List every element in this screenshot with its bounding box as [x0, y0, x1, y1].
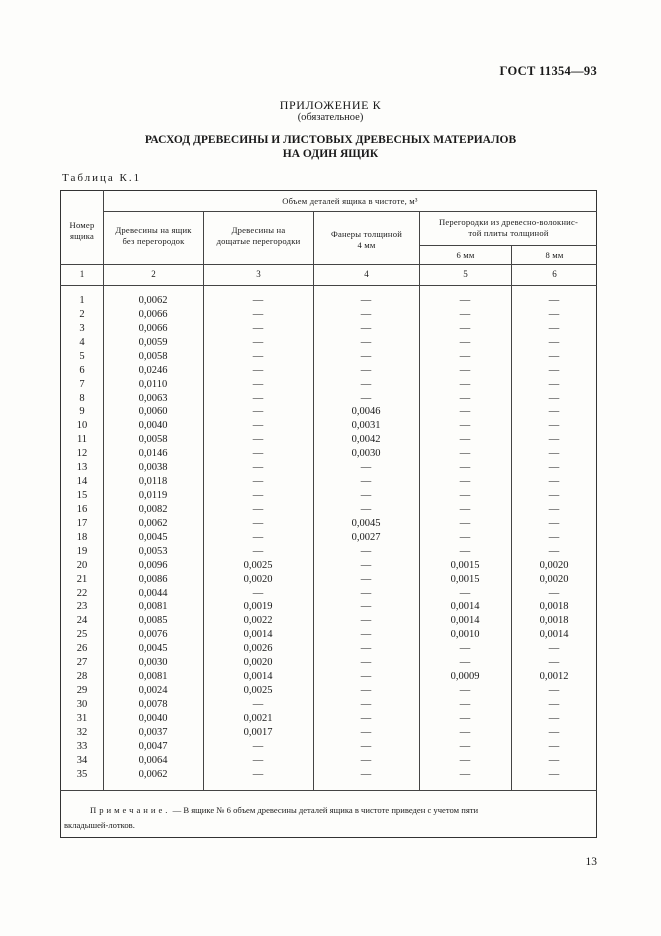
header-plywood	[314, 229, 419, 251]
cell-plywood: —	[360, 726, 372, 738]
column-number: 6	[552, 269, 557, 279]
cell-fiberboard-6mm: —	[459, 768, 471, 780]
cell-no-partitions: 0,0085	[138, 615, 168, 627]
cell-board-partitions: 0,0021	[243, 712, 273, 724]
cell-fiberboard-8mm: 0,0012	[539, 671, 569, 683]
table-row	[0, 588, 661, 602]
column-number: 2	[151, 269, 156, 279]
table-row	[0, 671, 661, 685]
cell-fiberboard-8mm: 0,0014	[539, 629, 569, 641]
cell-plywood: —	[360, 685, 372, 697]
cell-board-partitions: 0,0025	[243, 559, 273, 571]
cell-fiberboard-8mm: —	[548, 448, 560, 460]
cell-fiberboard-6mm: —	[459, 545, 471, 557]
cell-no-partitions: 0,0096	[138, 559, 168, 571]
cell-plywood: —	[360, 476, 372, 488]
cell-no-partitions: 0,0081	[138, 601, 168, 613]
cell-no-partitions: 0,0030	[138, 657, 168, 669]
cell-box-number: 20	[76, 559, 88, 571]
table-row	[0, 532, 661, 546]
table-row	[0, 643, 661, 657]
table-row	[0, 448, 661, 462]
cell-box-number: 19	[76, 545, 88, 557]
cell-plywood: —	[360, 295, 372, 306]
cell-fiberboard-8mm: —	[548, 517, 560, 529]
grid-line	[60, 264, 597, 265]
table-row	[0, 295, 661, 309]
cell-box-number: 10	[76, 420, 88, 432]
header-text: ящика	[69, 231, 95, 241]
cell-no-partitions: 0,0053	[138, 545, 168, 557]
cell-no-partitions: 0,0064	[138, 754, 168, 766]
cell-fiberboard-6mm: —	[459, 406, 471, 418]
column-number: 1	[79, 269, 85, 279]
cell-plywood: —	[360, 587, 372, 599]
cell-board-partitions: —	[252, 308, 264, 320]
cell-fiberboard-8mm: —	[548, 754, 560, 766]
cell-fiberboard-6mm: —	[459, 726, 471, 738]
cell-no-partitions: 0,0047	[138, 740, 168, 752]
table-row	[0, 490, 661, 504]
cell-box-number: 12	[76, 448, 88, 460]
cell-fiberboard-8mm: —	[548, 657, 560, 669]
header-fiberboard-8mm: 8 мм	[545, 250, 564, 260]
table-row	[0, 434, 661, 448]
cell-plywood: —	[360, 308, 372, 320]
cell-fiberboard-8mm: —	[548, 462, 560, 474]
cell-box-number: 6	[79, 364, 85, 376]
cell-no-partitions: 0,0076	[138, 629, 168, 641]
note-label: Примечание.	[90, 805, 171, 815]
cell-fiberboard-6mm: —	[459, 420, 471, 432]
cell-fiberboard-6mm: —	[459, 462, 471, 474]
cell-box-number: 17	[76, 517, 88, 529]
standard-code: ГОСТ 11354—93	[499, 64, 597, 78]
cell-plywood: —	[360, 768, 372, 780]
header-text: Древесины на	[231, 225, 286, 235]
cell-fiberboard-6mm: —	[459, 503, 471, 515]
grid-line	[419, 245, 597, 246]
cell-fiberboard-8mm: —	[548, 434, 560, 446]
cell-no-partitions: 0,0024	[138, 685, 168, 697]
cell-plywood: —	[360, 657, 372, 669]
cell-fiberboard-6mm: 0,0015	[450, 573, 480, 585]
cell-fiberboard-6mm: —	[459, 448, 471, 460]
header-board-partitions	[204, 225, 313, 247]
cell-plywood: —	[360, 503, 372, 515]
cell-plywood: —	[360, 698, 372, 710]
cell-plywood: 0,0027	[351, 531, 381, 543]
cell-fiberboard-6mm: —	[459, 587, 471, 599]
cell-no-partitions: 0,0078	[138, 698, 168, 710]
document-heading	[0, 133, 661, 161]
cell-board-partitions: —	[252, 406, 264, 418]
cell-board-partitions: 0,0022	[243, 615, 273, 627]
cell-fiberboard-8mm: 0,0020	[539, 573, 569, 585]
cell-fiberboard-6mm: —	[459, 685, 471, 697]
table-row	[0, 769, 661, 783]
cell-box-number: 8	[79, 392, 85, 404]
table-row	[0, 476, 661, 490]
cell-board-partitions: —	[252, 545, 264, 557]
cell-no-partitions: 0,0044	[138, 587, 168, 599]
cell-plywood: 0,0031	[351, 420, 381, 432]
header-text: той плиты толщиной	[468, 228, 549, 238]
cell-fiberboard-8mm: 0,0020	[539, 559, 569, 571]
cell-fiberboard-8mm: —	[548, 545, 560, 557]
cell-fiberboard-6mm: —	[459, 434, 471, 446]
cell-plywood: —	[360, 559, 372, 571]
table-row	[0, 504, 661, 518]
cell-fiberboard-8mm: —	[548, 587, 560, 599]
cell-fiberboard-6mm: —	[459, 531, 471, 543]
table-row	[0, 406, 661, 420]
cell-fiberboard-8mm: —	[548, 712, 560, 724]
cell-box-number: 9	[79, 406, 85, 418]
cell-board-partitions: —	[252, 754, 264, 766]
cell-plywood: —	[360, 490, 372, 502]
cell-no-partitions: 0,0082	[138, 503, 168, 515]
cell-box-number: 25	[76, 629, 88, 641]
cell-plywood: —	[360, 643, 372, 655]
cell-fiberboard-8mm: —	[548, 322, 560, 334]
cell-board-partitions: —	[252, 350, 264, 362]
cell-box-number: 34	[76, 754, 88, 766]
cell-fiberboard-8mm: —	[548, 420, 560, 432]
cell-box-number: 7	[79, 378, 85, 390]
column-number: 4	[364, 269, 369, 279]
table-row	[0, 393, 661, 407]
cell-box-number: 22	[76, 587, 88, 599]
cell-board-partitions: 0,0026	[243, 643, 273, 655]
table-row	[0, 309, 661, 323]
cell-no-partitions: 0,0038	[138, 462, 168, 474]
cell-plywood: 0,0030	[351, 448, 381, 460]
cell-box-number: 32	[76, 726, 88, 738]
table-row	[0, 351, 661, 365]
cell-board-partitions: —	[252, 378, 264, 390]
heading-line-2: НА ОДИН ЯЩИК	[282, 148, 379, 160]
cell-box-number: 24	[76, 615, 88, 627]
table-row	[0, 365, 661, 379]
cell-no-partitions: 0,0066	[138, 322, 168, 334]
cell-box-number: 28	[76, 671, 88, 683]
note-line-2: вкладышей-лотков.	[64, 820, 135, 830]
cell-fiberboard-6mm: —	[459, 643, 471, 655]
cell-plywood: —	[360, 671, 372, 683]
cell-plywood: —	[360, 615, 372, 627]
cell-fiberboard-6mm: —	[459, 350, 471, 362]
cell-box-number: 3	[79, 322, 85, 334]
cell-fiberboard-8mm: —	[548, 768, 560, 780]
table-row	[0, 337, 661, 351]
cell-plywood: —	[360, 336, 372, 348]
cell-fiberboard-8mm: —	[548, 364, 560, 376]
cell-plywood: 0,0045	[351, 517, 381, 529]
cell-fiberboard-6mm: —	[459, 336, 471, 348]
header-volume-group: Объем деталей ящика в чистоте, м³	[282, 196, 418, 206]
cell-no-partitions: 0,0119	[138, 490, 168, 502]
appendix-subtitle: (обязательное)	[297, 112, 364, 123]
header-fiberboard-group	[420, 217, 597, 239]
cell-box-number: 33	[76, 740, 88, 752]
cell-fiberboard-6mm: —	[459, 517, 471, 529]
cell-box-number: 14	[76, 476, 88, 488]
cell-no-partitions: 0,0118	[138, 476, 168, 488]
cell-board-partitions: —	[252, 322, 264, 334]
cell-board-partitions: —	[252, 698, 264, 710]
cell-no-partitions: 0,0037	[138, 726, 168, 738]
cell-fiberboard-8mm: —	[548, 643, 560, 655]
header-text: Древесины на ящик	[115, 225, 192, 235]
grid-line	[60, 285, 597, 286]
cell-fiberboard-8mm: —	[548, 295, 560, 306]
cell-fiberboard-6mm: 0,0009	[450, 671, 480, 683]
cell-board-partitions: —	[252, 740, 264, 752]
grid-line	[60, 790, 597, 791]
cell-plywood: —	[360, 545, 372, 557]
cell-plywood: —	[360, 712, 372, 724]
cell-board-partitions: —	[252, 531, 264, 543]
cell-fiberboard-8mm: —	[548, 336, 560, 348]
table-row	[0, 601, 661, 615]
table-row	[0, 462, 661, 476]
cell-no-partitions: 0,0062	[138, 295, 168, 306]
cell-board-partitions: —	[252, 476, 264, 488]
cell-fiberboard-6mm: —	[459, 740, 471, 752]
column-number: 5	[463, 269, 468, 279]
cell-board-partitions: 0,0019	[243, 601, 273, 613]
cell-fiberboard-6mm: —	[459, 657, 471, 669]
cell-box-number: 4	[79, 336, 85, 348]
cell-no-partitions: 0,0045	[138, 643, 168, 655]
header-no-partitions	[104, 225, 203, 247]
cell-fiberboard-6mm: —	[459, 754, 471, 766]
table-row	[0, 727, 661, 741]
table-row	[0, 420, 661, 434]
header-text: Номер	[69, 220, 95, 230]
cell-board-partitions: —	[252, 364, 264, 376]
table-row	[0, 629, 661, 643]
cell-board-partitions: —	[252, 462, 264, 474]
cell-plywood: 0,0046	[351, 406, 381, 418]
header-fiberboard-6mm: 6 мм	[456, 250, 475, 260]
cell-plywood: —	[360, 378, 372, 390]
cell-board-partitions: —	[252, 392, 264, 404]
cell-board-partitions: 0,0014	[243, 629, 273, 641]
table-row	[0, 574, 661, 588]
table-label: Таблица К.1	[62, 172, 142, 184]
header-text: Фанеры толщиной	[330, 229, 403, 239]
cell-fiberboard-6mm: —	[459, 364, 471, 376]
cell-box-number: 29	[76, 685, 88, 697]
cell-fiberboard-8mm: —	[548, 490, 560, 502]
cell-no-partitions: 0,0060	[138, 406, 168, 418]
cell-fiberboard-8mm: —	[548, 378, 560, 390]
cell-no-partitions: 0,0081	[138, 671, 168, 683]
cell-fiberboard-8mm: —	[548, 531, 560, 543]
cell-box-number: 31	[76, 712, 88, 724]
cell-box-number: 35	[76, 768, 88, 780]
cell-plywood: —	[360, 573, 372, 585]
cell-board-partitions: —	[252, 434, 264, 446]
cell-fiberboard-6mm: —	[459, 392, 471, 404]
cell-fiberboard-6mm: —	[459, 490, 471, 502]
header-box-number	[61, 220, 103, 242]
cell-box-number: 13	[76, 462, 88, 474]
cell-board-partitions: 0,0014	[243, 671, 273, 683]
cell-box-number: 26	[76, 643, 88, 655]
table-row	[0, 713, 661, 727]
cell-board-partitions: 0,0017	[243, 726, 273, 738]
cell-box-number: 15	[76, 490, 88, 502]
cell-board-partitions: —	[252, 490, 264, 502]
cell-no-partitions: 0,0045	[138, 531, 168, 543]
page-number: 13	[585, 856, 597, 868]
cell-plywood: —	[360, 601, 372, 613]
cell-plywood: —	[360, 740, 372, 752]
cell-fiberboard-6mm: 0,0014	[450, 615, 480, 627]
cell-box-number: 18	[76, 531, 88, 543]
cell-board-partitions: —	[252, 587, 264, 599]
cell-fiberboard-8mm: —	[548, 392, 560, 404]
cell-plywood: —	[360, 364, 372, 376]
cell-fiberboard-6mm: —	[459, 698, 471, 710]
table-row	[0, 699, 661, 713]
cell-fiberboard-8mm: —	[548, 308, 560, 320]
cell-fiberboard-8mm: 0,0018	[539, 601, 569, 613]
cell-box-number: 21	[76, 573, 88, 585]
cell-board-partitions: 0,0020	[243, 573, 273, 585]
cell-board-partitions: —	[252, 420, 264, 432]
cell-no-partitions: 0,0059	[138, 336, 168, 348]
appendix-title: ПРИЛОЖЕНИЕ К	[279, 98, 382, 112]
cell-board-partitions: —	[252, 503, 264, 515]
cell-fiberboard-8mm: —	[548, 685, 560, 697]
table-note	[64, 803, 584, 833]
cell-board-partitions: 0,0020	[243, 657, 273, 669]
cell-box-number: 27	[76, 657, 88, 669]
cell-no-partitions: 0,0063	[138, 392, 168, 404]
cell-plywood: 0,0042	[351, 434, 381, 446]
cell-board-partitions: 0,0025	[243, 685, 273, 697]
cell-fiberboard-8mm: —	[548, 503, 560, 515]
table-row	[0, 615, 661, 629]
cell-plywood: —	[360, 754, 372, 766]
cell-box-number: 23	[76, 601, 88, 613]
table-row	[0, 755, 661, 769]
cell-plywood: —	[360, 350, 372, 362]
heading-line-1: РАСХОД ДРЕВЕСИНЫ И ЛИСТОВЫХ ДРЕВЕСНЫХ МАТЕРИАЛОВ	[144, 134, 517, 146]
header-text: без перегородок	[122, 236, 185, 246]
header-text: Перегородки из древесно-волокнис-	[438, 217, 579, 227]
cell-no-partitions: 0,0146	[138, 448, 168, 460]
table-row	[0, 323, 661, 337]
cell-fiberboard-6mm: —	[459, 308, 471, 320]
cell-box-number: 16	[76, 503, 88, 515]
cell-no-partitions: 0,0086	[138, 573, 168, 585]
cell-fiberboard-6mm: —	[459, 712, 471, 724]
cell-no-partitions: 0,0110	[138, 378, 168, 390]
cell-no-partitions: 0,0058	[138, 434, 168, 446]
cell-plywood: —	[360, 629, 372, 641]
header-text: 4 мм	[357, 240, 376, 250]
cell-plywood: —	[360, 462, 372, 474]
cell-board-partitions: —	[252, 517, 264, 529]
table-row	[0, 379, 661, 393]
cell-plywood: —	[360, 322, 372, 334]
cell-no-partitions: 0,0058	[138, 350, 168, 362]
note-line-1	[64, 803, 584, 818]
cell-fiberboard-8mm: —	[548, 740, 560, 752]
table-row	[0, 685, 661, 699]
cell-fiberboard-8mm: —	[548, 406, 560, 418]
cell-fiberboard-6mm: —	[459, 322, 471, 334]
table-row	[0, 546, 661, 560]
cell-no-partitions: 0,0040	[138, 420, 168, 432]
table-row	[0, 560, 661, 574]
note-text: — В ящике № 6 объем древесины деталей ящика в чистоте приведен с учетом пяти	[172, 805, 479, 815]
cell-box-number: 11	[76, 434, 88, 446]
cell-no-partitions: 0,0066	[138, 308, 168, 320]
cell-no-partitions: 0,0040	[138, 712, 168, 724]
cell-board-partitions: —	[252, 768, 264, 780]
cell-box-number: 30	[76, 698, 88, 710]
table-row	[0, 657, 661, 671]
cell-fiberboard-8mm: 0,0018	[539, 615, 569, 627]
cell-fiberboard-8mm: —	[548, 476, 560, 488]
cell-fiberboard-8mm: —	[548, 698, 560, 710]
cell-no-partitions: 0,0062	[138, 517, 168, 529]
cell-fiberboard-8mm: —	[548, 350, 560, 362]
cell-board-partitions: —	[252, 295, 264, 306]
cell-plywood: —	[360, 392, 372, 404]
cell-fiberboard-6mm: 0,0014	[450, 601, 480, 613]
cell-fiberboard-6mm: 0,0015	[450, 559, 480, 571]
cell-box-number: 5	[79, 350, 85, 362]
cell-board-partitions: —	[252, 448, 264, 460]
cell-no-partitions: 0,0062	[138, 768, 168, 780]
table-row	[0, 518, 661, 532]
cell-box-number: 2	[79, 308, 85, 320]
cell-fiberboard-6mm: 0,0010	[450, 629, 480, 641]
cell-board-partitions: —	[252, 336, 264, 348]
grid-line	[103, 211, 597, 212]
cell-fiberboard-6mm: —	[459, 476, 471, 488]
header-text: дощатые перегородки	[216, 236, 301, 246]
cell-fiberboard-6mm: —	[459, 295, 471, 306]
cell-fiberboard-6mm: —	[459, 378, 471, 390]
column-number: 3	[256, 269, 261, 279]
table-row	[0, 741, 661, 755]
cell-fiberboard-8mm: —	[548, 726, 560, 738]
cell-box-number: 1	[79, 295, 85, 306]
cell-no-partitions: 0,0246	[138, 364, 168, 376]
